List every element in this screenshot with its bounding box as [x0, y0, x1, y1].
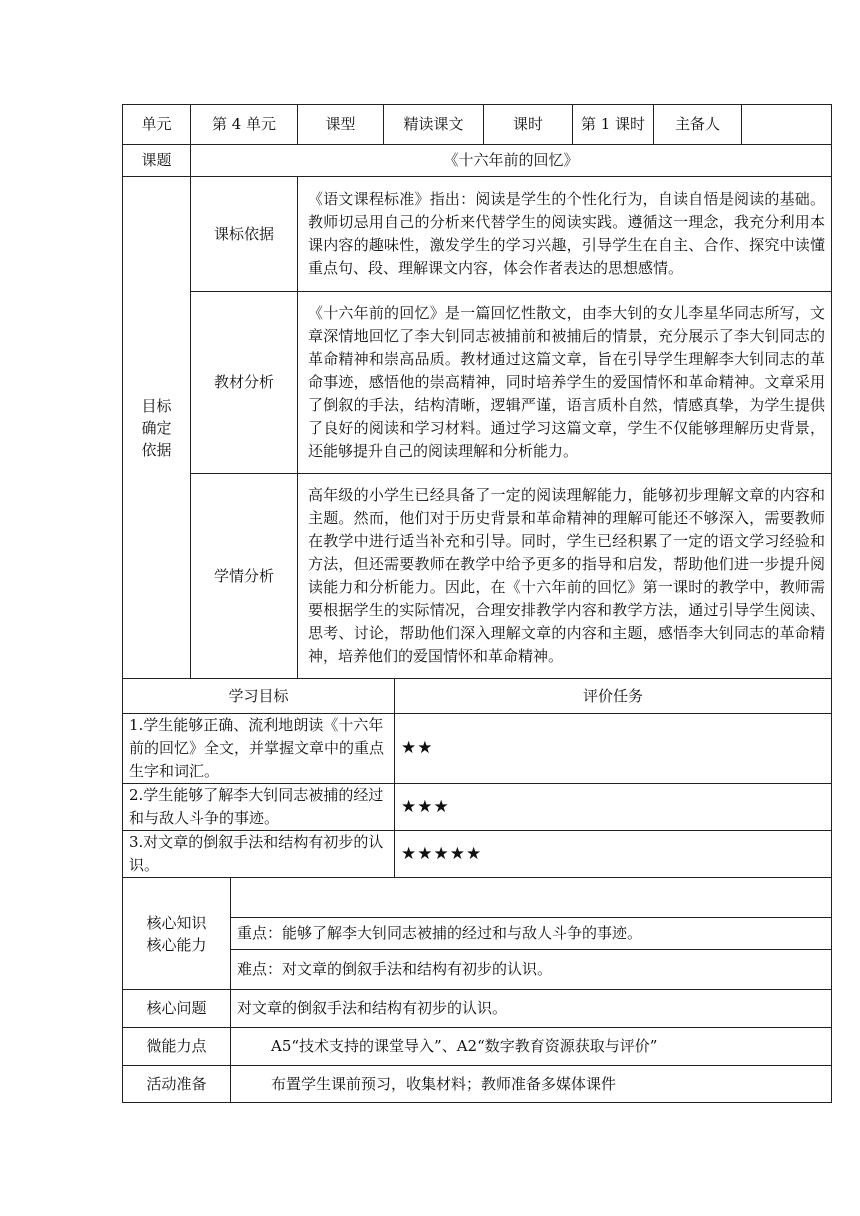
micro-ability-label: 微能力点	[123, 1028, 231, 1066]
objective-row	[123, 714, 832, 784]
objective-goal: 2.学生能够了解李大钊同志被捕的经过和与敌人斗争的事迹。	[123, 784, 395, 831]
activity-label: 活动准备	[123, 1066, 231, 1103]
core-label-line: 核心能力	[146, 935, 207, 954]
preparer-value	[742, 105, 832, 145]
activity-value: 布置学生课前预习，收集材料；教师准备多媒体课件	[231, 1066, 832, 1103]
basis-label-line: 依据	[141, 440, 172, 459]
type-value: 精读课文	[384, 105, 484, 145]
preparer-label: 主备人	[654, 105, 742, 145]
student-analysis-text: 高年级的小学生已经具备了一定的阅读理解能力，能够初步理解文章的内容和主题。然而，他们对于历史背景和革命精神的理解可能还不够深入，需要教师在教学中进行适当补充和引导。同时，学生已经积累了一定的语文学习经验和方法，但还需要教师在教学中给予更多的指导和启发，帮助他们进一步提升阅读能力和分析能力。因此，在《十六年前的回忆》第一课时的教学中，教师需要根据学生的实际情况，合理安排教学内容和教学方法，通过引导学生阅读、思考、讨论，帮助他们深入理解文章的内容和主题，感悟李大钊同志的革命精神，培养他们的爱国情怀和革命精神。	[298, 474, 832, 679]
material-analysis-label: 教材分析	[191, 292, 298, 474]
basis-label-line: 确定	[141, 418, 172, 437]
core-question-label: 核心问题	[123, 990, 231, 1028]
unit-label: 单元	[123, 105, 191, 145]
topic-row	[123, 145, 832, 177]
objectives-goal-header: 学习目标	[123, 679, 395, 714]
standard-basis-text: 《语文课程标准》指出：阅读是学生的个性化行为，自读自悟是阅读的基础。教师切忌用自己的分析来代替学生的阅读实践。遵循这一理念，我充分利用本课内容的趣味性，激发学生的学习兴趣，引导学生在自主、合作、探究中读懂重点句、段、理解课文内容，体会作者表达的思想感情。	[298, 177, 832, 292]
objective-stars: ★★	[395, 714, 832, 784]
lesson-plan-table	[122, 104, 832, 1103]
topic-label: 课题	[123, 145, 191, 177]
period-value: 第 1 课时	[573, 105, 654, 145]
unit-value: 第 4 单元	[191, 105, 298, 145]
core-row-blank	[123, 878, 832, 918]
objective-stars: ★★★★★	[395, 831, 832, 878]
micro-ability-value: A5“技术支持的课堂导入”、A2“数字教育资源获取与评价”	[231, 1028, 832, 1066]
activity-row	[123, 1066, 832, 1103]
standard-basis-label: 课标依据	[191, 177, 298, 292]
objective-row	[123, 784, 832, 831]
period-label: 课时	[484, 105, 573, 145]
core-blank	[231, 878, 832, 918]
objectives-header-row	[123, 679, 832, 714]
header-row	[123, 105, 832, 145]
micro-ability-row	[123, 1028, 832, 1066]
core-question-value: 对文章的倒叙手法和结构有初步的认识。	[231, 990, 832, 1028]
basis-row-standard	[123, 177, 832, 292]
core-question-row	[123, 990, 832, 1028]
basis-row-material	[123, 292, 832, 474]
objective-goal: 3.对文章的倒叙手法和结构有初步的认识。	[123, 831, 395, 878]
material-analysis-text: 《十六年前的回忆》是一篇回忆性散文，由李大钊的女儿李星华同志所写，文章深情地回忆了李大钊同志被捕前和被捕后的情景，充分展示了李大钊同志的革命精神和崇高品质。教材通过这篇文章，旨在引导学生理解李大钊同志的革命事迹，感悟他的崇高精神，同时培养学生的爱国情怀和革命精神。文章采用了倒叙的手法，结构清晰，逻辑严谨，语言质朴自然，情感真挚，为学生提供了良好的阅读和学习材料。通过学习这篇文章，学生不仅能够理解历史背景，还能够提升自己的阅读理解和分析能力。	[298, 292, 832, 474]
objective-goal: 1.学生能够正确、流利地朗读《十六年前的回忆》全文，并掌握文章中的重点生字和词汇。	[123, 714, 395, 784]
key-point: 重点：能够了解李大钊同志被捕的经过和与敌人斗争的事迹。	[231, 918, 832, 950]
student-analysis-label: 学情分析	[191, 474, 298, 679]
core-label-line: 核心知识	[146, 913, 207, 932]
core-label	[123, 878, 231, 990]
type-label: 课型	[298, 105, 384, 145]
lesson-plan-document	[122, 104, 831, 1103]
difficult-point: 难点：对文章的倒叙手法和结构有初步的认识。	[231, 950, 832, 990]
basis-label-line: 目标	[141, 396, 172, 415]
objectives-task-header: 评价任务	[395, 679, 832, 714]
topic-value: 《十六年前的回忆》	[191, 145, 832, 177]
objective-stars: ★★★	[395, 784, 832, 831]
basis-label	[123, 177, 191, 679]
objective-row	[123, 831, 832, 878]
basis-row-students	[123, 474, 832, 679]
